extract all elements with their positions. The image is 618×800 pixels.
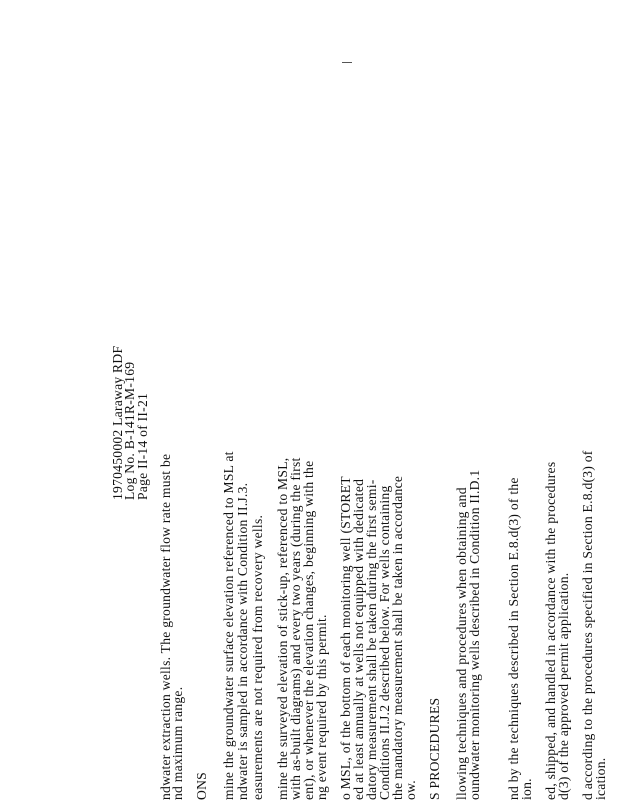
body-line: the mandatory measurement shall be taken in accordance xyxy=(390,475,405,800)
page-number-line: Page II-14 of II-21 xyxy=(135,392,150,500)
body-line: ow. xyxy=(403,780,418,800)
body-line: d(3) of the approved permit application. xyxy=(556,572,571,800)
body-line: Conditions II.J.2 described below. For wells containing xyxy=(377,485,392,800)
body-line: o MSL, of the bottom of each monitoring well (STORET xyxy=(338,476,353,800)
body-line: ng event required by this permit. xyxy=(314,614,329,800)
body-line: d according to the procedures specified in Section E.8.d(3) of xyxy=(580,450,595,800)
log-number-line: Log No. B-141R-M-169 xyxy=(122,361,137,500)
body-line: ion. xyxy=(519,778,534,800)
body-line: ed, shipped, and handled in accordance with the procedures xyxy=(543,461,558,800)
section-heading: S PROCEDURES xyxy=(427,697,442,800)
body-line: mine the groundwater surface elevation referenced to MSL at xyxy=(221,451,236,800)
body-line: with as-built diagrams) and every two years (during the first xyxy=(288,457,303,800)
body-line: easurements are not required from recovery wells. xyxy=(250,514,265,800)
body-line: datory measurement shall be taken during the first semi- xyxy=(364,479,379,800)
body-line: nd maximum range. xyxy=(170,686,185,800)
body-line: ndwater is sampled in accordance with Condition II.J.3. xyxy=(235,482,250,800)
body-line: llowing techniques and procedures when obtaining and xyxy=(454,487,469,800)
body-line: mine the surveyed elevation of stick-up, referenced to MSL, xyxy=(275,457,290,800)
permit-id-line: 1970450002 Laraway RDF xyxy=(110,345,125,500)
body-line: ed at least annually at wells not equipped with dedicated xyxy=(351,478,366,800)
body-line: ent), or whenever the elevation changes, beginning with the xyxy=(301,460,316,800)
body-line: oundwater monitoring wells described in Condition II.D.1 xyxy=(467,469,482,800)
body-line: ndwater extraction wells. The groundwater flow rate must be xyxy=(158,453,173,800)
body-line: nd by the techniques described in Section E.8.d(3) of the xyxy=(506,477,521,800)
section-heading: ONS xyxy=(194,772,209,800)
body-line: ication. xyxy=(593,757,608,800)
